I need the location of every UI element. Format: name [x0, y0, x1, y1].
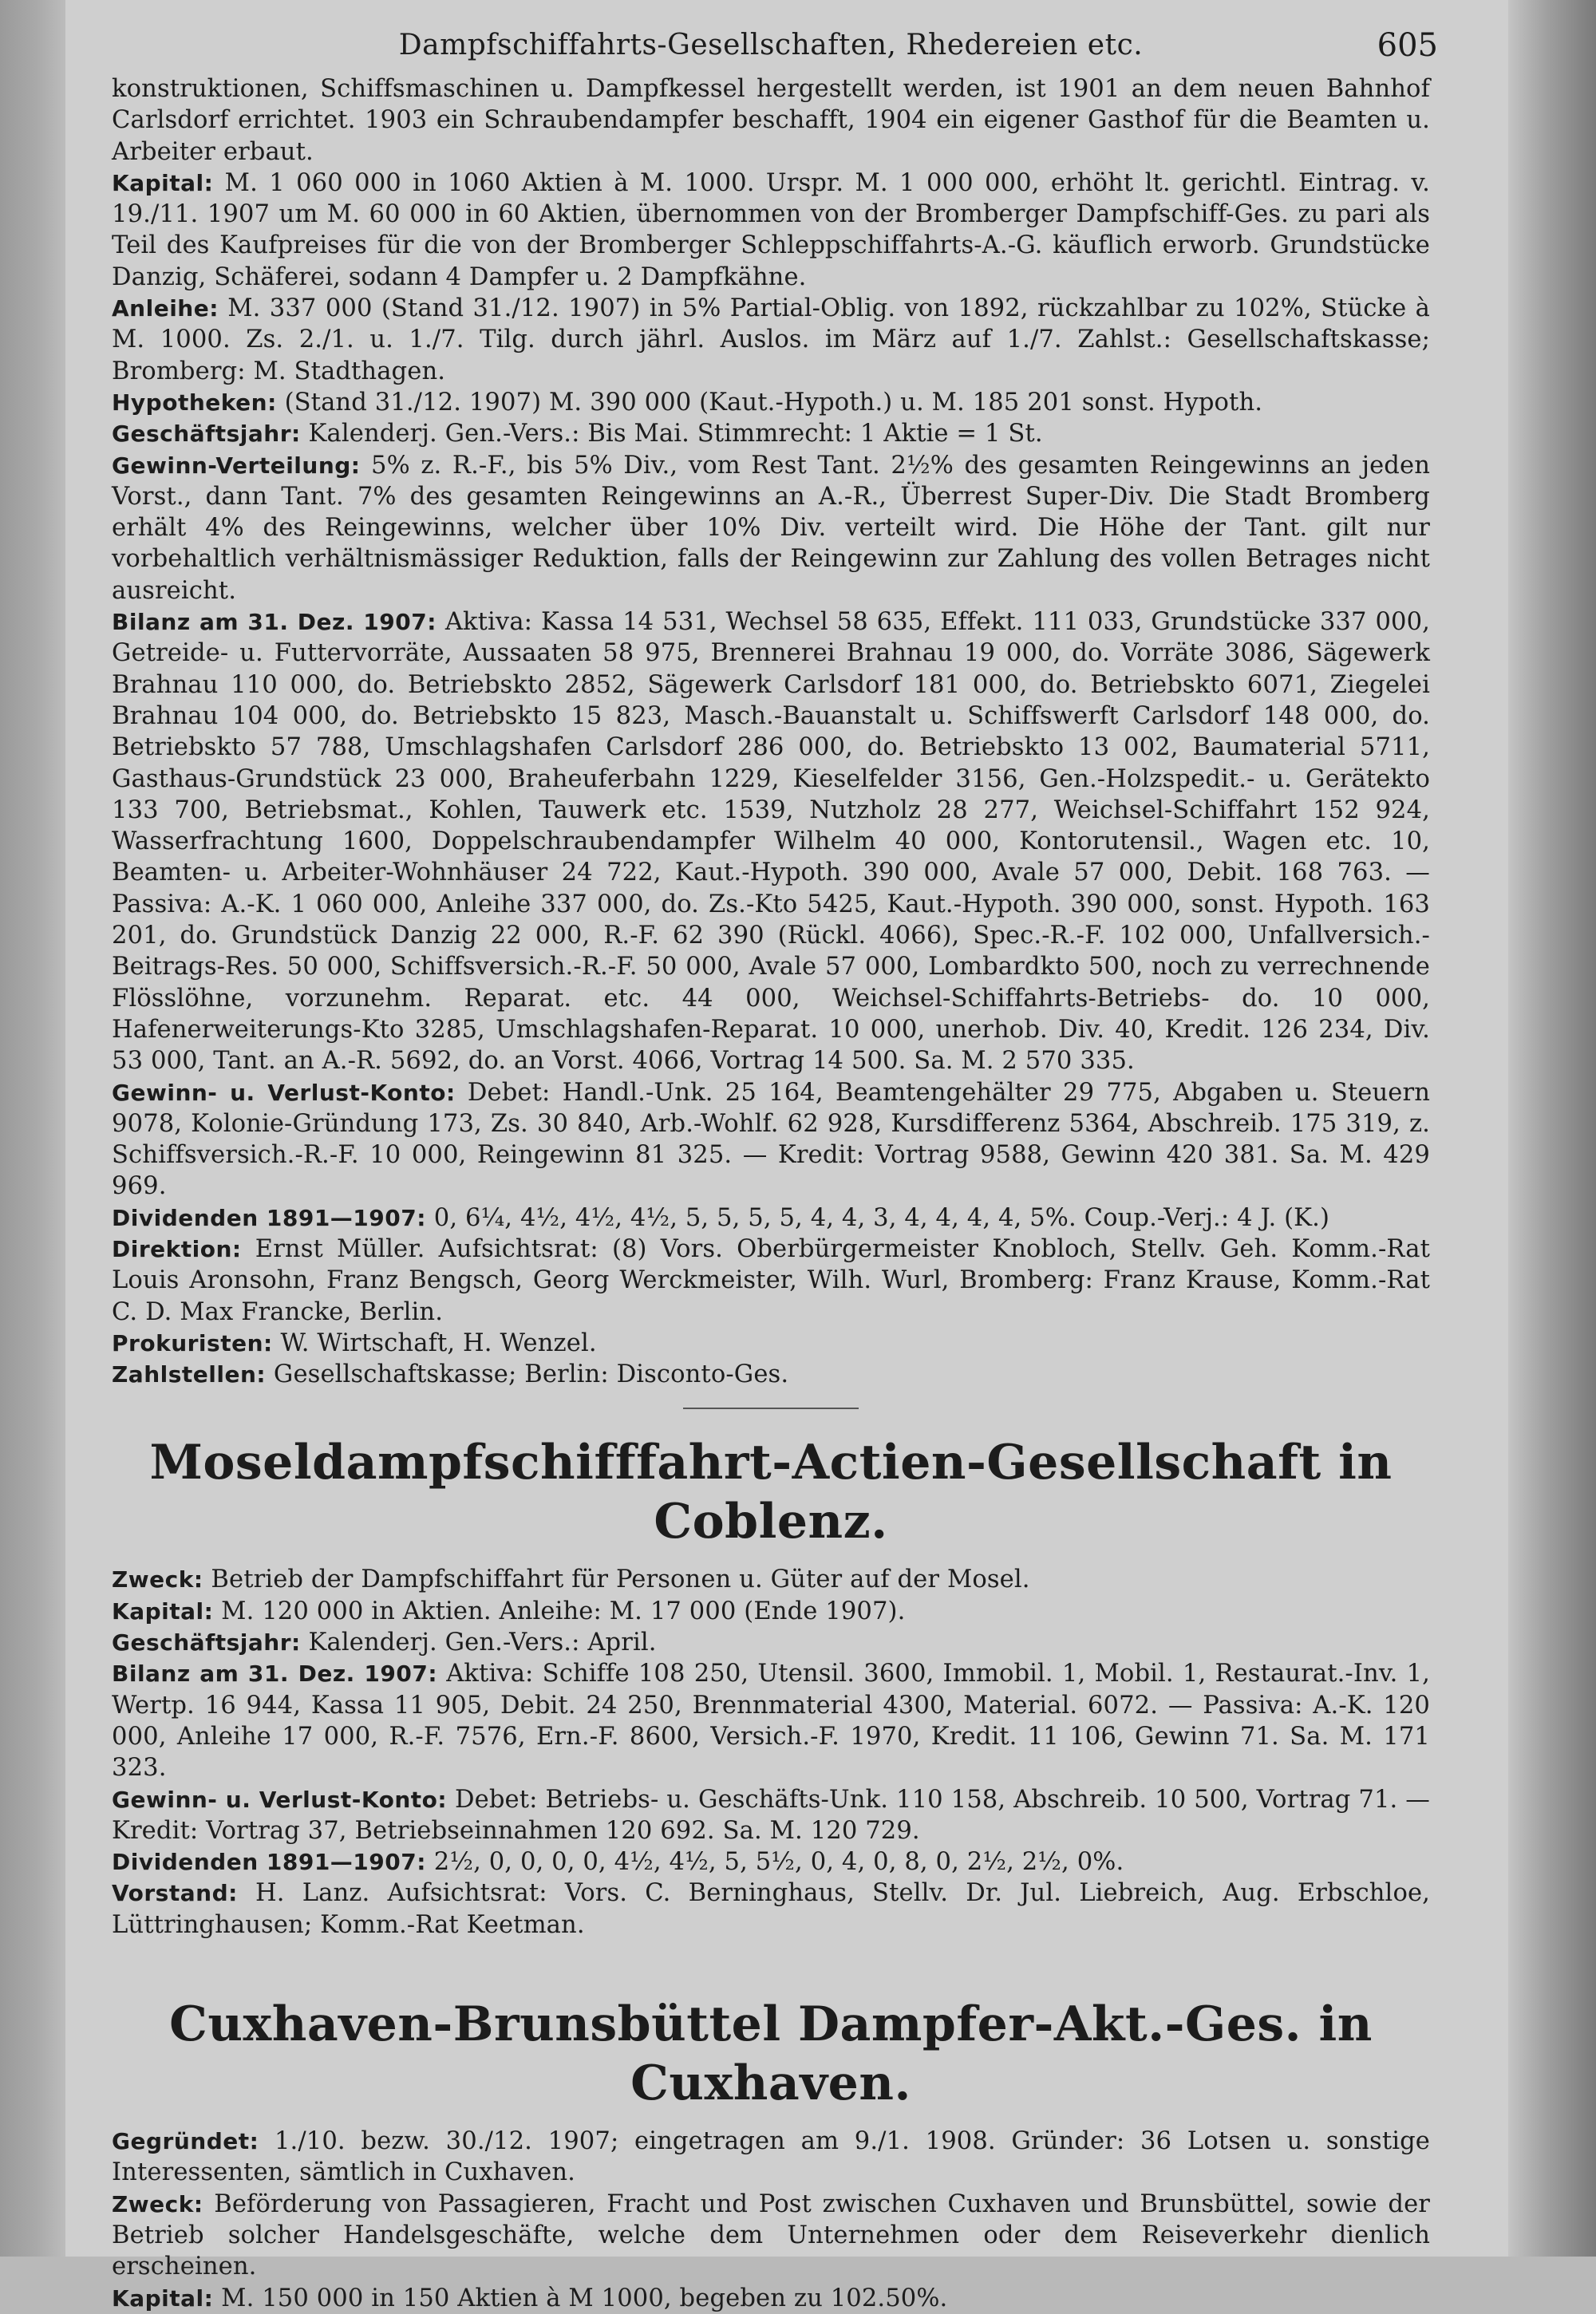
- field-label: Zahlstellen:: [112, 1361, 267, 1388]
- paragraph-zahlstellen: [112, 1359, 1430, 1390]
- field-text: M. 337 000 (Stand 31./12. 1907) in 5% Partial-Oblig. von 1892, rückzahlbar zu 102%, Stücke à M. 1000. Zs. 2./1. u. 1./7. Tilg. durch jährl. Auslos. im März auf 1./7. Zahlst.: Gesellschaftskasse; Bromberg: M. Stadthagen.: [112, 294, 1430, 385]
- field-label: Zweck:: [112, 1566, 203, 1593]
- paragraph-gewinn-verlust: [112, 1784, 1430, 1847]
- field-label: Direktion:: [112, 1235, 242, 1262]
- field-text: Gesellschaftskasse; Berlin: Disconto-Ges.: [266, 1360, 789, 1389]
- field-label: Prokuristen:: [112, 1329, 273, 1356]
- paragraph-gegruendet: [112, 2126, 1430, 2189]
- field-label: Geschäftsjahr:: [112, 1629, 301, 1657]
- paragraph-hypotheken: [112, 387, 1430, 418]
- section-gap: [112, 1941, 1430, 1987]
- paragraph-bilanz: [112, 1658, 1430, 1783]
- running-header-title: Dampfschiffahrts-Gesellschaften, Rhedereien etc.: [398, 29, 1144, 61]
- page-content: [112, 22, 1438, 2314]
- field-label: Dividenden 1891—1907:: [112, 1204, 426, 1231]
- field-label: Zweck:: [112, 2190, 203, 2217]
- field-text: Aktiva: Kassa 14 531, Wechsel 58 635, Effekt. 111 033, Grundstücke 337 000, Getreide- u. Futtervorräte, Aussaaten 58 975, Brennerei Brahnau 19 000, do. Vorräte 3086, Sägewerk Brahnau 110 000, do. Betriebskto 2852, Sägewerk Carlsdorf 181 000, do. Betriebskto 6071, Ziegelei Brahnau 104 000, do. Betriebskto 15 823, Masch.-Bauanstalt u. Schiffswerft Carlsdorf 148 000, do. Betriebskto 57 788, Umschlagshafen Carlsdorf 286 000, do. Betriebskto 13 002, Baumaterial 5711, Gasthaus-Grundstück 23 000, Braheuferbahn 1229, Kieselfelder 3156, Gen.-Holzspedit.- u. Gerätekto 133 700, Betriebsmat., Kohlen, Tauwerk etc. 1539, Nutzholz 28 277, Weichsel-Schiffahrt 152 924, Wasserfrachtung 1600, Doppelschraubendampfer Wilhelm 40 000, Kontorutensil., Wagen etc. 10, Beamten- u. Arbeiter-Wohnhäuser 24 722, Kaut.-Hypoth. 390 000, Avale 57 000, Debit. 168 763. — Passiva: A.-K. 1 060 000, Anleihe 337 000, do. Zs.-Kto 5425, Kaut.-Hypoth. 390 000, sonst. Hypoth. 163 201, do. Grundstück Danzig 22 000, R.-F. 62 390 (Rückl. 4066), Spec.-R.-F. 102 000, Unfallversich.-Beitrags-Res. 50 000, Schiffsversich.-R.-F. 50 000, Avale 57 000, Lombardkto 500, noch zu verrechnende Flösslöhne, vorzunehm. Reparat. etc. 44 000, Weichsel-Schiffahrts-Betriebs- do. 10 000, Hafenerweiterungs-Kto 3285, Umschlagshafen-Reparat. 10 000, unerhob. Div. 40, Kredit. 126 234, Div. 53 000, Tant. an A.-R. 5692, do. an Vorst. 4066, Vortrag 14 500. Sa. M. 2 570 335.: [112, 608, 1430, 1076]
- field-label: Kapital:: [112, 1597, 214, 1625]
- field-text: Beförderung von Passagieren, Fracht und Post zwischen Cuxhaven und Brunsbüttel, sowie der Betrieb solcher Handelsgeschäfte, welche dem Unternehmen oder dem Reiseverkehr dienlich erscheinen.: [112, 2190, 1430, 2281]
- field-label: Kapital:: [112, 169, 214, 196]
- scan-edge-left: [0, 0, 65, 2257]
- paragraph-vorstand: [112, 1878, 1430, 1941]
- field-text: Betrieb der Dampfschiffahrt für Personen u. Güter auf der Mosel.: [203, 1566, 1030, 1594]
- field-label: Anleihe:: [112, 295, 219, 322]
- field-text: Debet: Betriebs- u. Geschäfts-Unk. 110 158, Abschreib. 10 500, Vortrag 71. — Kredit: Vortrag 37, Betriebseinnahmen 120 692. Sa. M. 120 729.: [112, 1785, 1430, 1845]
- field-text: Kalenderj. Gen.-Vers.: April.: [300, 1629, 657, 1657]
- field-label: Bilanz am 31. Dez. 1907:: [112, 1660, 438, 1688]
- paragraph-zweck: [112, 1564, 1430, 1595]
- field-label: Geschäftsjahr:: [112, 421, 301, 448]
- field-text: M. 120 000 in Aktien. Anleihe: M. 17 000 (Ende 1907).: [213, 1597, 906, 1625]
- document-page: [65, 0, 1508, 2312]
- field-label: Gewinn- u. Verlust-Konto:: [112, 1786, 448, 1813]
- paragraph-bilanz: [112, 606, 1430, 1076]
- field-text: M. 1 060 000 in 1060 Aktien à M. 1000. Urspr. M. 1 000 000, erhöht lt. gerichtl. Eintrag. v. 19./11. 1907 um M. 60 000 in 60 Aktien, übernommen von der Bromberger Dampfschiff-Ges. zu pari als Teil des Kaufpreises für die von der Bromberger Schleppschiffahrts-A.-G. käuflich erworb. Grundstücke Danzig, Schäferei, sodann 4 Dampfer u. 2 Dampfkähne.: [112, 168, 1430, 291]
- paragraph-geschaeftsjahr: [112, 1627, 1430, 1658]
- field-text: Debet: Handl.-Unk. 25 164, Beamtengehälter 29 775, Abgaben u. Steuern 9078, Kolonie-Gründung 173, Zs. 30 840, Arb.-Wohlf. 62 928, Kursdifferenz 5364, Abschreib. 175 319, z. Schiffsversich.-R.-F. 10 000, Reingewinn 81 325. — Kredit: Vortrag 9588, Gewinn 420 381. Sa. M. 429 969.: [112, 1078, 1431, 1201]
- field-label: Gegründet:: [112, 2128, 259, 2155]
- field-text: Kalenderj. Gen.-Vers.: Bis Mai. Stimmrecht: 1 Aktie = 1 St.: [300, 420, 1043, 448]
- paragraph-anleihe: [112, 293, 1430, 387]
- page-number: 605: [1377, 27, 1438, 64]
- field-text: M. 150 000 in 150 Aktien à M 1000, begeben zu 102.50%.: [213, 2284, 948, 2312]
- paragraph-dividenden: [112, 1202, 1430, 1234]
- field-text: (Stand 31./12. 1907) M. 390 000 (Kaut.-Hypoth.) u. M. 185 201 sonst. Hypoth.: [276, 388, 1263, 417]
- field-label: Hypotheken:: [112, 389, 277, 416]
- field-label: Kapital:: [112, 2284, 214, 2312]
- paragraph-zweck: [112, 2189, 1430, 2283]
- section-bromberg-continuation: [112, 73, 1430, 1390]
- field-text: W. Wirtschaft, H. Wenzel.: [272, 1329, 597, 1357]
- paragraph-kapital: [112, 2283, 1430, 2314]
- scan-edge-right: [1508, 0, 1596, 2257]
- field-text: Aktiva: Schiffe 108 250, Utensil. 3600, Immobil. 1, Mobil. 1, Restaurat.-Inv. 1, Wertp. 16 944, Kassa 11 905, Debit. 24 250, Brennmaterial 4300, Material. 6072. — Passiva: A.-K. 120 000, Anleihe 17 000, R.-F. 7576, Ern.-F. 8600, Versich.-F. 1970, Kredit. 11 106, Gewinn 71. Sa. M. 171 323.: [112, 1660, 1430, 1783]
- company-title: Cuxhaven-Brunsbüttel Dampfer-Akt.-Ges. in Cuxhaven.: [169, 1996, 1373, 2112]
- field-text: 2½, 0, 0, 0, 0, 4½, 4½, 5, 5½, 0, 4, 0, 8, 0, 2½, 2½, 0%.: [425, 1848, 1124, 1877]
- paragraph-kapital: [112, 1596, 1430, 1627]
- field-label: Gewinn-Verteilung:: [112, 452, 361, 479]
- field-text: 0, 6¼, 4½, 4½, 4½, 5, 5, 5, 5, 4, 4, 3, 4, 4, 4, 4, 5%. Coup.-Verj.: 4 J. (K.): [425, 1203, 1329, 1232]
- field-text: 5% z. R.-F., bis 5% Div., vom Rest Tant. 2½% des gesamten Reingewinns an jeden Vorst., dann Tant. 7% des gesamten Reingewinns an A.-R., Überrest Super-Div. Die Stadt Bromberg erhält 4% des Reingewinns, welcher über 10% Div. verteilt wird. Die Höhe der Tant. gilt nur vorbehaltlich verhältnismässiger Reduktion, falls der Reingewinn zur Zahlung des vollen Betrages nicht ausreicht.: [112, 451, 1430, 605]
- section-divider: [683, 1408, 859, 1409]
- section-cuxhaven: [112, 1995, 1430, 2314]
- field-label: Dividenden 1891—1907:: [112, 1849, 426, 1876]
- running-header: [112, 22, 1438, 73]
- section-mosel: [112, 1433, 1430, 1941]
- paragraph-direktion: [112, 1234, 1430, 1328]
- field-label: Vorstand:: [112, 1880, 238, 1907]
- paragraph-geschaeftsjahr: [112, 418, 1430, 449]
- paragraph-intro: konstruktionen, Schiffsmaschinen u. Dampfkessel hergestellt werden, ist 1901 an dem neuen Bahnhof Carlsdorf errichtet. 1903 ein Schraubendampfer beschafft, 1904 ein eigener Gasthof für die Beamten u. Arbeiter erbaut.: [112, 75, 1430, 166]
- paragraph-dividenden: [112, 1846, 1430, 1878]
- paragraph-prokuristen: [112, 1328, 1430, 1359]
- paragraph-kapital: [112, 168, 1430, 293]
- field-label: Gewinn- u. Verlust-Konto:: [112, 1079, 456, 1106]
- field-label: Bilanz am 31. Dez. 1907:: [112, 609, 437, 636]
- field-text: H. Lanz. Aufsichtsrat: Vors. C. Berninghaus, Stellv. Dr. Jul. Liebreich, Aug. Erbschloe, Lüttringhausen; Komm.-Rat Keetman.: [112, 1879, 1430, 1939]
- field-text: Ernst Müller. Aufsichtsrat: (8) Vors. Oberbürgermeister Knobloch, Stellv. Geh. Komm.-Rat Louis Aronsohn, Franz Bengsch, Georg Werckmeister, Wilh. Wurl, Bromberg: Franz Krause, Komm.-Rat C. D. Max Francke, Berlin.: [112, 1234, 1430, 1326]
- company-title: Moseldampfschifffahrt-Actien-Gesellschaft in Coblenz.: [149, 1435, 1393, 1550]
- paragraph-gewinn-verlust: [112, 1077, 1430, 1202]
- field-text: 1./10. bezw. 30./12. 1907; eingetragen am 9./1. 1908. Gründer: 36 Lotsen u. sonstige Interessenten, sämtlich in Cuxhaven.: [112, 2127, 1430, 2187]
- paragraph-gewinn-verteilung: [112, 450, 1430, 606]
